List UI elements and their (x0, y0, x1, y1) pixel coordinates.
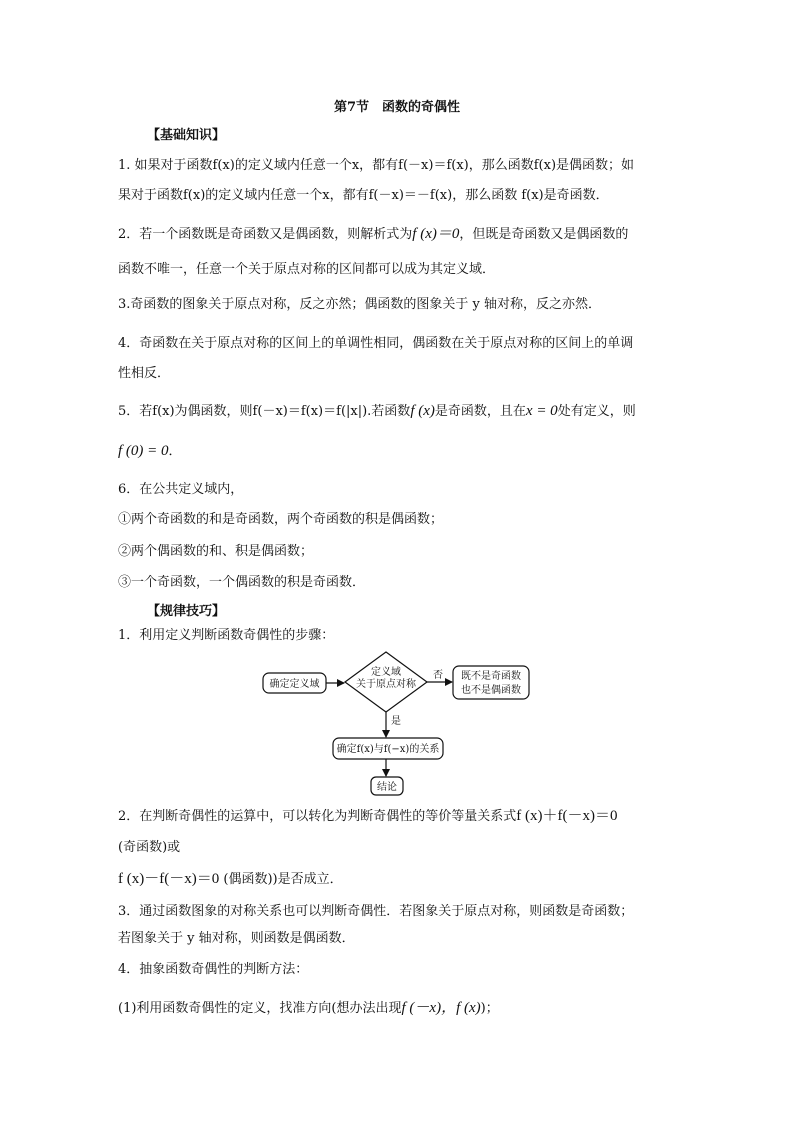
formula-f0-equals-0: f (0) = 0 (118, 443, 169, 459)
text-r4-1-post: )； (480, 1001, 499, 1016)
formula-f-x-equals-0: f (x)＝0 (412, 226, 460, 242)
text-line-1a: 1. 如果对于函数f(x)的定义域内任意一个x，都有f(－x)＝f(x)，那么函数f(x)是偶函数；如 (118, 158, 635, 173)
flow-text-conclusion: 结论 (377, 782, 397, 793)
text-line-6: 6．在公共定义域内， (118, 482, 244, 497)
text-5a-post: 处有定义，则 (557, 404, 636, 419)
text-line-r3b: 若图象关于 y 轴对称，则函数是偶函数． (118, 931, 355, 946)
text-line-r3a: 3．通过函数图象的对称关系也可以判断奇偶性．若图象关于原点对称，则函数是奇函数； (118, 904, 634, 919)
text-line-1b: 果对于函数f(x)的定义域内任意一个x，都有f(－x)＝－f(x)，那么函数 f(x)是奇函数． (118, 188, 609, 203)
flow-text-start: 确定定义域 (269, 679, 320, 690)
text-r4-1-pre: (1)利用函数奇偶性的定义，找准方向(想办法出现 (118, 1001, 402, 1016)
text-line-r4-1 (118, 1000, 499, 1017)
flow-text-no-result-2: 也不是偶函数 (461, 685, 521, 696)
formula-f-x: f (x) (410, 403, 435, 419)
text-line-r1: 1．利用定义判断函数奇偶性的步骤： (118, 628, 335, 643)
text-line-2b: 函数不唯一，任意一个关于原点对称的区间都可以成为其定义域． (118, 262, 496, 277)
section-heading-tips: 【规律技巧】 (147, 604, 226, 619)
text-5a-mid: 是奇函数，且在 (434, 404, 526, 419)
text-5a-pre: 5．若f(x)为偶函数，则f(－x)＝f(x)＝f(|x|).若函数 (118, 404, 411, 419)
formula-f-neg-x-f-x: f (－x)，f (x) (401, 1000, 481, 1016)
text-line-r2a (118, 808, 618, 825)
text-2a-post: ，但既是奇函数又是偶函数的 (459, 227, 629, 242)
page-title: 第7节 函数的奇偶性 (333, 100, 461, 115)
flow-text-decision-1: 定义域 (371, 667, 401, 678)
text-line-r2c (118, 871, 343, 888)
text-line-6-2: ②两个偶函数的和、积是偶函数； (118, 544, 314, 559)
text-5b-post: ． (168, 444, 182, 459)
text-line-4b: 性相反． (118, 366, 171, 381)
flow-text-no-label: 否 (433, 670, 443, 681)
text-line-6-1: ①两个奇函数的和是奇函数，两个奇函数的积是偶函数； (118, 512, 444, 527)
text-r2c-post: (偶函数))是否成立． (223, 872, 343, 887)
text-line-r2b: (奇函数)或 (118, 840, 181, 855)
text-line-4a: 4．奇函数在关于原点对称的区间上的单调性相同，偶函数在关于原点对称的区间上的单调 (118, 336, 634, 351)
formula-even-relation: f (x)－f(－x)＝0 (118, 871, 220, 887)
text-r2a-pre: 2．在判断奇偶性的运算中，可以转化为判断奇偶性的等价等量关系式 (118, 809, 517, 824)
text-line-r4: 4．抽象函数奇偶性的判断方法： (118, 962, 309, 977)
text-2a-pre: 2．若一个函数既是奇函数又是偶函数，则解析式为 (118, 227, 413, 242)
text-line-6-3: ③一个奇函数，一个偶函数的积是奇函数． (118, 575, 366, 590)
flow-text-yes-label: 是 (391, 716, 401, 727)
flow-text-decision-2: 关于原点对称 (356, 679, 416, 690)
section-heading-basics: 【基础知识】 (147, 128, 226, 143)
flow-text-no-result-1: 既不是奇函数 (461, 671, 521, 682)
formula-x-equals-0: x = 0 (525, 403, 558, 419)
formula-odd-relation: f (x)＋f(－x)＝0 (516, 808, 618, 824)
text-line-3: 3.奇函数的图象关于原点对称，反之亦然；偶函数的图象关于 y 轴对称，反之亦然． (118, 297, 602, 312)
flow-text-relation: 确定f(x)与f(−x)的关系 (336, 744, 440, 755)
